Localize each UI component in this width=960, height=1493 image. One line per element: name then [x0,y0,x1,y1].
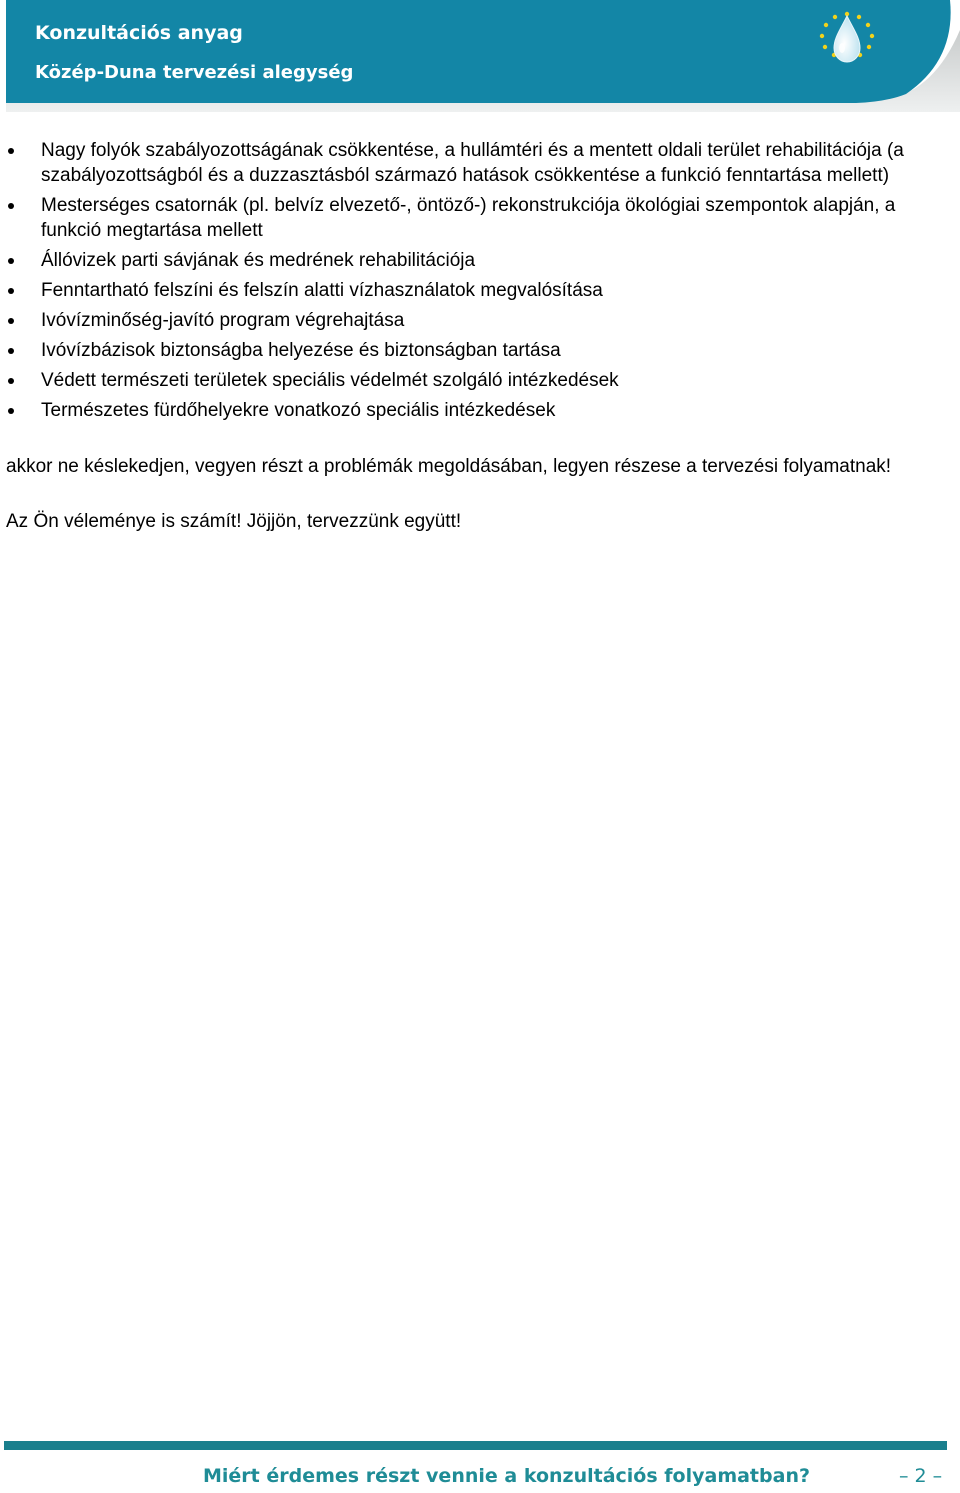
list-item-text: Védett természeti területek speciális védelmét szolgáló intézkedések [41,370,619,391]
list-item-text: Természetes fürdőhelyekre vonatkozó speciális intézkedések [41,400,556,421]
closing-paragraph: Az Ön véleménye is számít! Jöjjön, tervezzünk együtt! [6,511,462,532]
list-item [6,398,926,423]
header-title: Konzultációs anyag [35,22,243,44]
list-item-text: Mesterséges csatornák (pl. belvíz elvezető-, öntöző-) rekonstrukciója ökológiai szempontok alapján, a funkció megtartása mellett [41,195,896,241]
bullet-icon [8,348,14,354]
measures-list [6,138,926,423]
list-item [6,248,926,273]
water-drop-eu-stars-icon [812,6,882,68]
list-item-text: Fenntartható felszíni és felszín alatti vízhasználatok megvalósítása [41,280,603,301]
bullet-icon [8,203,14,209]
list-item [6,193,926,243]
bullet-icon [8,148,14,154]
list-item [6,278,926,303]
list-item [6,338,926,363]
list-item-text: Ivóvízminőség-javító program végrehajtása [41,310,405,331]
bullet-icon [8,288,14,294]
footer-divider [4,1441,947,1450]
document-body [6,138,926,535]
list-item [6,368,926,393]
list-item-text: Ivóvízbázisok biztonságba helyezése és biztonságban tartása [41,340,561,361]
header-subtitle: Közép-Duna tervezési alegység [35,62,354,83]
list-item [6,308,926,333]
list-item [6,138,926,188]
bullet-icon [8,378,14,384]
bullet-icon [8,408,14,414]
bullet-icon [8,258,14,264]
bullet-icon [8,318,14,324]
list-item-text: Nagy folyók szabályozottságának csökkentése, a hullámtéri és a mentett oldali terület rehabilitációja (a szabályozottságból és a duzzasztásból származó hatások csökkentése a funkció fenntartása mellett) [41,140,904,186]
footer-title: Miért érdemes részt vennie a konzultációs folyamatban? [203,1465,810,1487]
page-number: – 2 – [899,1465,943,1487]
header-banner [6,0,960,112]
list-item-text: Állóvizek parti sávjának és medrének rehabilitációja [41,250,476,271]
call-to-action-paragraph: akkor ne késlekedjen, vegyen részt a problémák megoldásában, legyen részese a tervezési folyamatnak! [6,456,892,477]
